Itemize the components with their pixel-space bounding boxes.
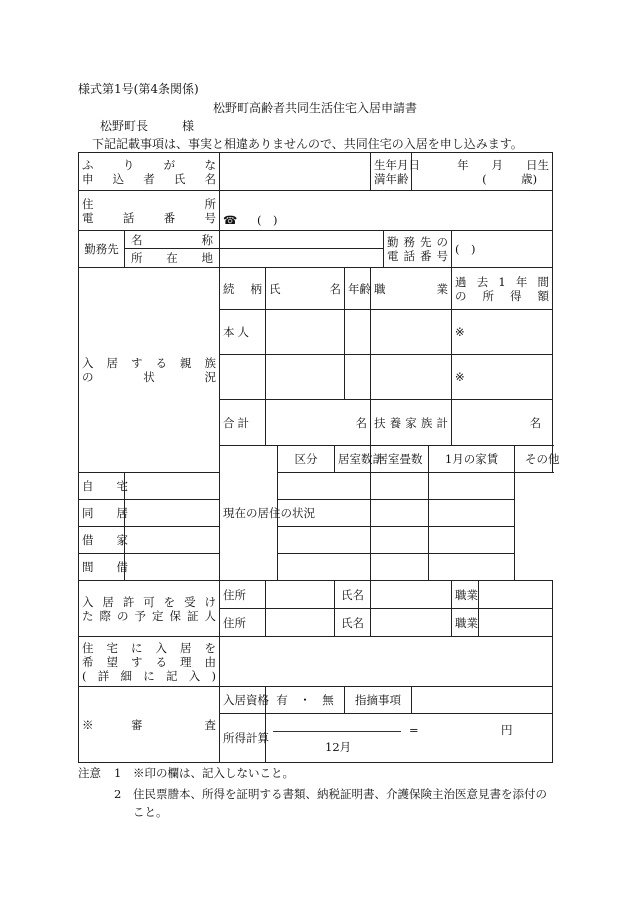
guarantor-row-1 bbox=[79, 581, 553, 609]
guarantor-address-field-1[interactable] bbox=[266, 581, 335, 609]
cohabit-rent-field[interactable] bbox=[371, 500, 429, 527]
self-name-field[interactable] bbox=[266, 310, 345, 355]
phone-icon: ☎ bbox=[223, 213, 238, 227]
residence-row-own bbox=[79, 473, 553, 500]
family-header-row bbox=[79, 268, 553, 310]
kubun-cohabit: 同 居 bbox=[79, 500, 125, 527]
total-label: 合計 bbox=[220, 400, 266, 446]
guarantor-job-label-2: 職業 bbox=[452, 609, 479, 637]
income-fraction-line bbox=[273, 731, 401, 732]
address-phone-field[interactable] bbox=[220, 191, 553, 231]
applicant-row bbox=[79, 153, 553, 191]
relation-self: 本人 bbox=[220, 310, 266, 355]
guarantor-name-field-2[interactable] bbox=[371, 609, 452, 637]
addressee-honorific: 様 bbox=[182, 119, 195, 133]
rental-other-field[interactable] bbox=[429, 527, 515, 554]
notes-heading: 注意 bbox=[78, 766, 101, 780]
guarantor-job-field-2[interactable] bbox=[479, 609, 553, 637]
guarantor-address-field-2[interactable] bbox=[266, 609, 335, 637]
own-tatami-field[interactable] bbox=[278, 473, 371, 500]
kubun-rental: 借 家 bbox=[79, 527, 125, 554]
residence-row-lodging bbox=[79, 554, 553, 581]
workplace-location-label: 所在地 bbox=[125, 249, 220, 268]
workplace-row-1 bbox=[79, 231, 553, 249]
own-other-field[interactable] bbox=[429, 473, 515, 500]
lodging-rooms-field[interactable] bbox=[125, 554, 266, 581]
self-income-field bbox=[452, 310, 553, 355]
addressee-name: 松野町長 bbox=[100, 119, 149, 133]
age-value: ( 歳) bbox=[482, 171, 538, 186]
points-field[interactable] bbox=[412, 687, 553, 714]
applicant-name-label: ふ り が な 申込者氏名 bbox=[79, 153, 220, 191]
col-rooms: 居室数計 bbox=[335, 446, 371, 473]
self-age-field[interactable] bbox=[345, 310, 371, 355]
income-calc-field[interactable] bbox=[266, 714, 553, 763]
review-row-1 bbox=[79, 687, 553, 714]
kubun-own: 自 宅 bbox=[79, 473, 125, 500]
notes bbox=[78, 764, 547, 821]
birth-date-value: 年 月 日生 bbox=[457, 157, 550, 172]
residence-row-rental bbox=[79, 527, 553, 554]
col-tatami: 居室畳数 bbox=[371, 446, 429, 473]
guarantor-name-field-1[interactable] bbox=[371, 581, 452, 609]
reason-field[interactable] bbox=[220, 637, 553, 687]
qualification-label: 入居資格 bbox=[220, 687, 266, 714]
member-income-field bbox=[452, 355, 553, 400]
member-name-field[interactable] bbox=[266, 355, 345, 400]
form-title: 松野町高齢者共同生活住宅入居申請書 bbox=[212, 101, 417, 115]
lodging-tatami-field[interactable] bbox=[278, 554, 371, 581]
col-name: 氏 名 bbox=[266, 268, 345, 310]
address-row bbox=[79, 191, 553, 231]
guarantor-address-label-1: 住所 bbox=[220, 581, 266, 609]
lodging-rent-field[interactable] bbox=[371, 554, 429, 581]
col-kubun: 区分 bbox=[278, 446, 335, 473]
rental-rooms-field[interactable] bbox=[125, 527, 266, 554]
address-phone-label: 住 所 電話番号 bbox=[79, 191, 220, 231]
workplace-label: 勤務先 bbox=[79, 231, 125, 268]
review-mark: ※ bbox=[455, 370, 465, 384]
col-income: 過去1年間 の所得額 bbox=[452, 268, 553, 310]
guarantor-name-label-2: 氏名 bbox=[335, 609, 371, 637]
own-rent-field[interactable] bbox=[371, 473, 429, 500]
family-label: 入居する親族 の 状 況 bbox=[79, 268, 220, 473]
workplace-phone-paren: ( ) bbox=[455, 242, 476, 256]
income-months: 12月 bbox=[325, 740, 352, 754]
note-1: 注意 1 ※印の欄は、記入しないこと。 bbox=[78, 766, 294, 780]
col-rent: 1月の家賃 bbox=[429, 446, 515, 473]
note-2: 2 住民票謄本、所得を証明する書類、納税証明書、介護保険主治医意見書を添付の bbox=[114, 787, 547, 801]
own-rooms-field[interactable] bbox=[125, 473, 266, 500]
review-label: ※ 審 査 bbox=[79, 687, 220, 763]
birth-age-label: 生年月日 満年齢 bbox=[371, 153, 412, 191]
col-job: 職 業 bbox=[371, 268, 452, 310]
form-number: 様式第1号(第4条関係) bbox=[78, 82, 199, 96]
income-yen: 円 bbox=[501, 723, 513, 737]
birth-age-field[interactable] bbox=[412, 153, 553, 191]
workplace-phone-label: 勤務先の 電話番号 bbox=[384, 231, 452, 268]
qualification-yes-no[interactable]: 有 ・ 無 bbox=[266, 687, 345, 714]
residence-row-cohabit bbox=[79, 500, 553, 527]
guarantor-label: 入居許可を受け た際の予定保証人 bbox=[79, 581, 220, 637]
dependents-label: 扶養家族計 bbox=[371, 400, 452, 446]
review-mark: ※ bbox=[455, 325, 465, 339]
application-form-table bbox=[78, 152, 560, 763]
dependents-count-field[interactable]: 名 bbox=[452, 400, 553, 446]
member-job-field[interactable] bbox=[371, 355, 452, 400]
col-age: 年齢 bbox=[345, 268, 371, 310]
member-age-field[interactable] bbox=[345, 355, 371, 400]
rental-tatami-field[interactable] bbox=[278, 527, 371, 554]
relation-field[interactable] bbox=[220, 355, 266, 400]
phone-paren: ( ) bbox=[256, 213, 278, 227]
income-calc-label: 所得計算 bbox=[220, 714, 266, 763]
col-relation: 続柄 bbox=[220, 268, 266, 310]
lodging-other-field[interactable] bbox=[429, 554, 515, 581]
cohabit-other-field[interactable] bbox=[429, 500, 515, 527]
reason-row bbox=[79, 637, 553, 687]
workplace-name-field[interactable] bbox=[220, 231, 384, 249]
total-count-field[interactable]: 名 bbox=[266, 400, 371, 446]
intro-statement: 下記記載事項は、事実と相違ありませんので、共同住宅の入居を申し込みます。 bbox=[92, 137, 523, 151]
guarantor-name-label-1: 氏名 bbox=[335, 581, 371, 609]
applicant-name-field[interactable] bbox=[220, 153, 371, 191]
guarantor-address-label-2: 住所 bbox=[220, 609, 266, 637]
reason-label: 住宅に入居を 希望する理由 (詳細に記入) bbox=[79, 637, 220, 687]
note-2-cont: こと。 bbox=[133, 805, 168, 819]
points-label: 指摘事項 bbox=[345, 687, 412, 714]
income-equals: = bbox=[409, 723, 419, 737]
col-other: その他 bbox=[515, 446, 553, 473]
kubun-lodging: 間 借 bbox=[79, 554, 125, 581]
addressee bbox=[100, 117, 194, 134]
workplace-location-field[interactable] bbox=[220, 249, 384, 268]
workplace-name-label: 名 称 bbox=[125, 231, 220, 249]
workplace-phone-field[interactable] bbox=[452, 231, 553, 268]
rental-rent-field[interactable] bbox=[371, 527, 429, 554]
guarantor-job-field-1[interactable] bbox=[479, 581, 553, 609]
residence-label: 現在の居住の状況 bbox=[220, 446, 278, 581]
self-job-field[interactable] bbox=[371, 310, 452, 355]
guarantor-job-label-1: 職業 bbox=[452, 581, 479, 609]
